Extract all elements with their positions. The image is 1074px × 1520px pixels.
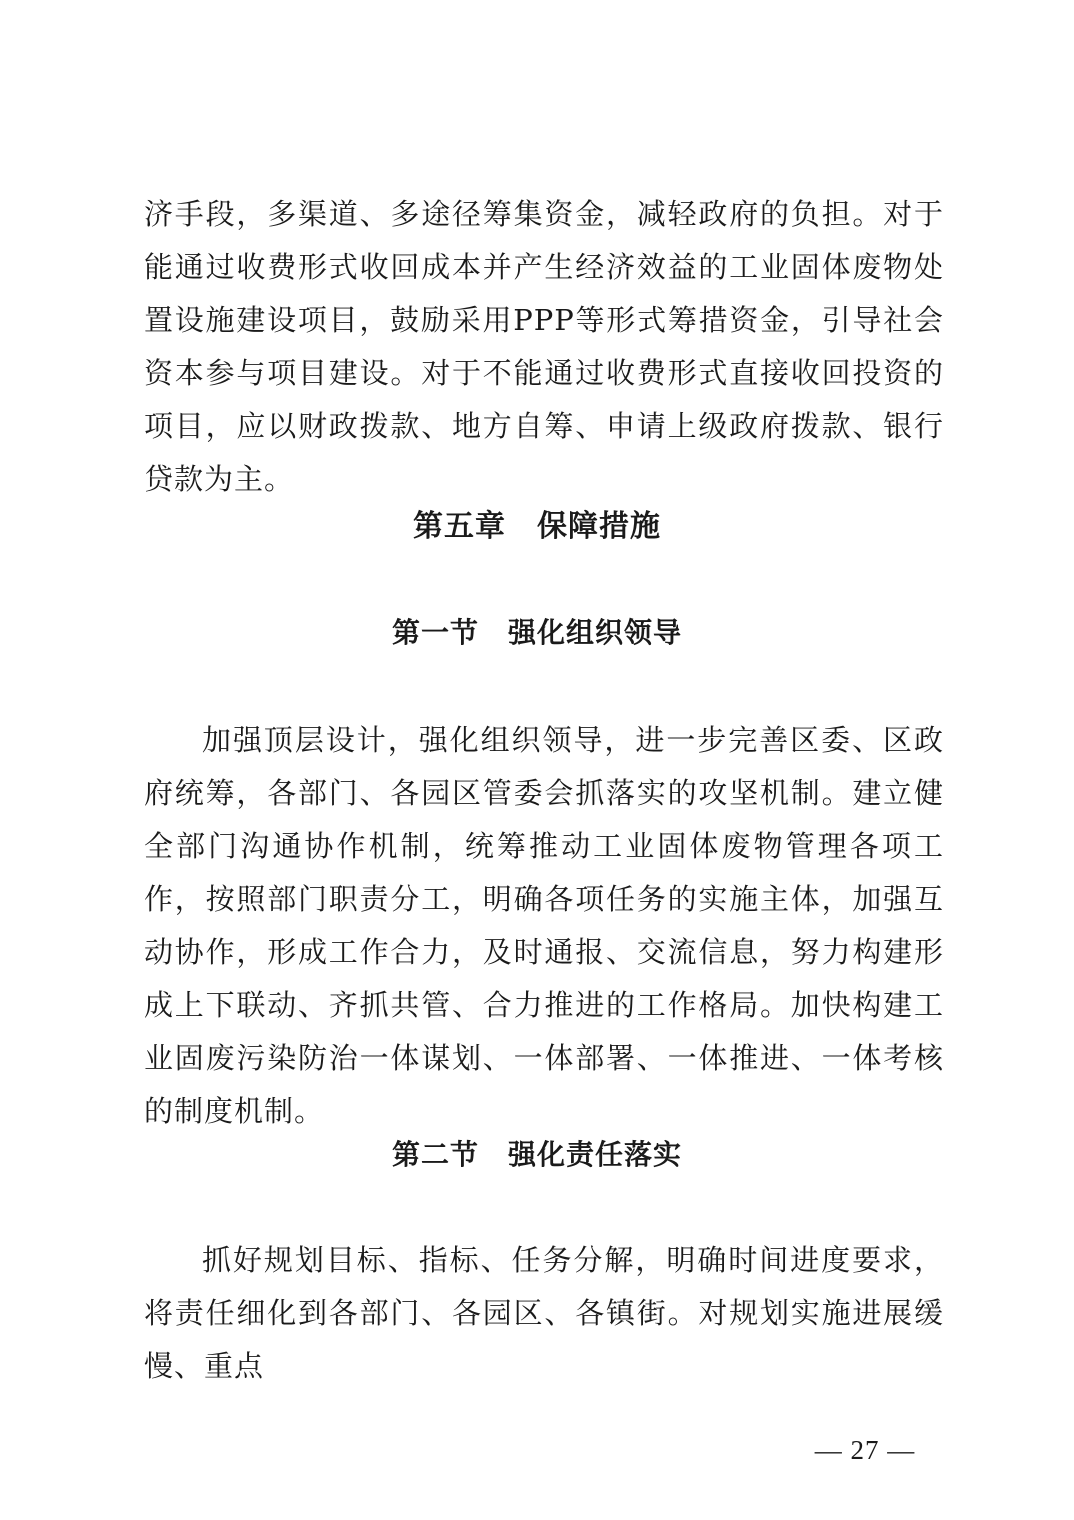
page-number: — 27 — xyxy=(814,1435,916,1465)
section2-paragraph: 抓好规划目标、指标、任务分解，明确时间进度要求，将责任细化到各部门、各园区、各镇街。对规划实施进展缓慢、重点 xyxy=(144,1243,944,1383)
intro-paragraph: 济手段，多渠道、多途径筹集资金，减轻政府的负担。对于能通过收费形式收回成本并产生经济效益的工业固体废物处置设施建设项目，鼓励采用PPP等形式筹措资金，引导社会资本参与项目建设。对于不能通过收费形式直接收回投资的项目，应以财政拨款、地方自筹、申请上级政府拨款、银行贷款为主。 xyxy=(144,197,944,496)
section1-paragraph: 加强顶层设计，强化组织领导，进一步完善区委、区政府统筹，各部门、各园区管委会抓落实的攻坚机制。建立健全部门沟通协作机制，统筹推动工业固体废物管理各项工作，按照部门职责分工，明确各项任务的实施主体，加强互动协作，形成工作合力，及时通报、交流信息，努力构建形成上下联动、齐抓共管、合力推进的工作格局。加快构建工业固废污染防治一体谋划、一体部署、一体推进、一体考核的制度机制。 xyxy=(144,723,944,1128)
section-title-2: 第二节 强化责任落实 xyxy=(391,1138,682,1171)
chapter-title: 第五章 保障措施 xyxy=(413,509,661,544)
section-title-1: 第一节 强化组织领导 xyxy=(391,616,682,649)
